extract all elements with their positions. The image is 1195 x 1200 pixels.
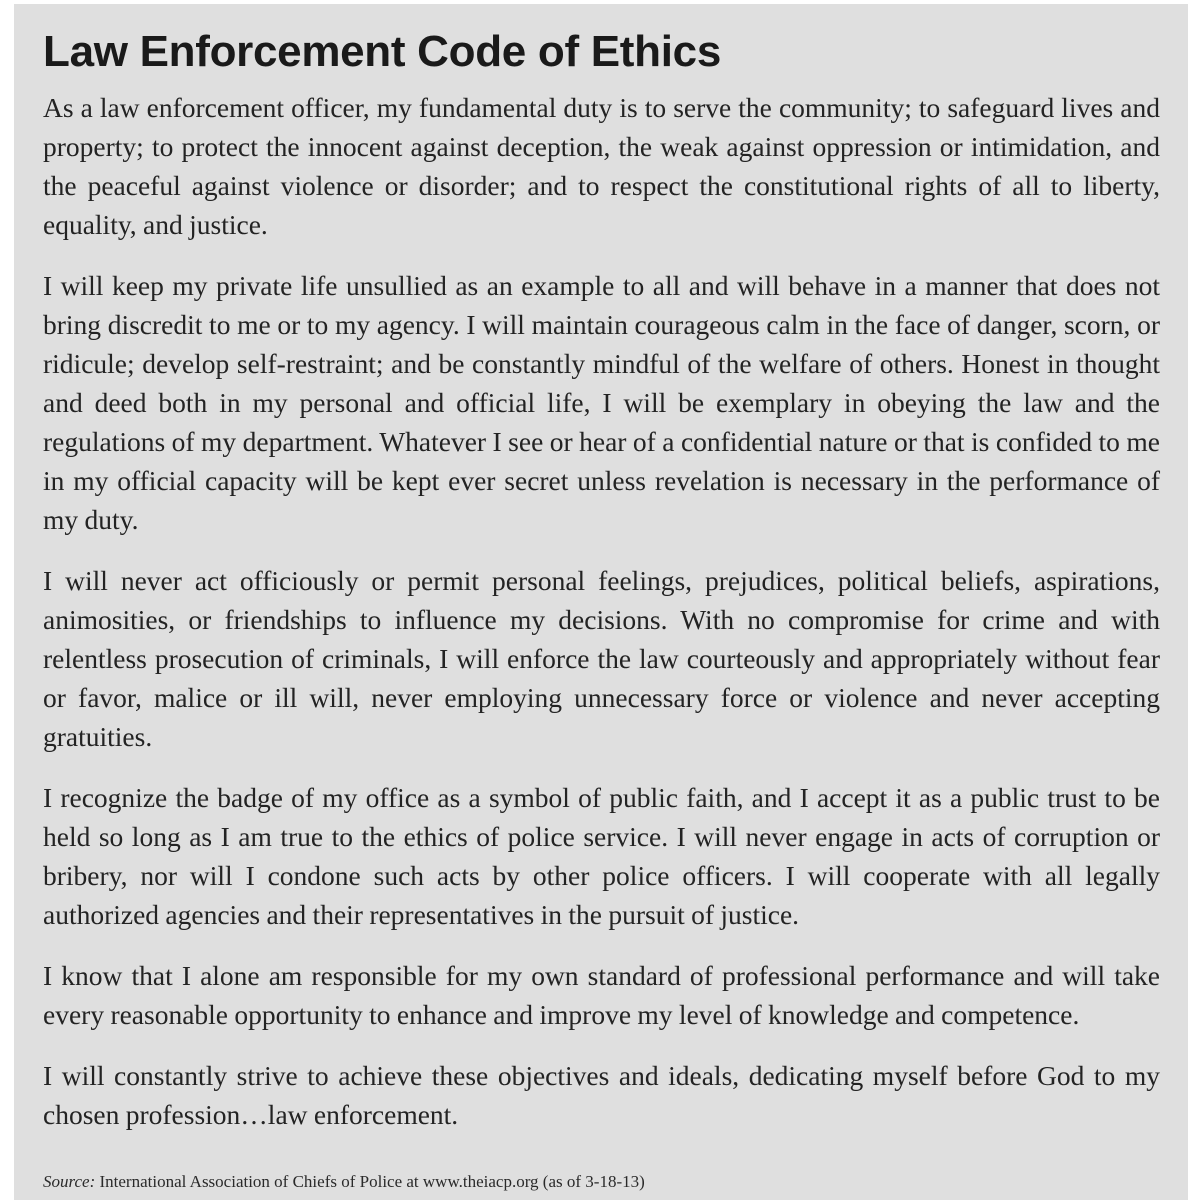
paragraph-duty: As a law enforcement officer, my fundamental duty is to serve the community; to safeguard lives and property; to protect the innocent against deception, the weak against oppression or intimidation, and the peaceful against violence or disorder; and to respect the constitutional rights of all to liberty, equality, and justice. <box>43 92 1160 240</box>
paragraph-private-life: I will keep my private life unsullied as an example to all and will behave in a manner that does not bring discredit to me or to my agency. I will maintain courageous calm in the face of danger, scorn, or ridicule; develop self-restraint; and be constantly mindful of the welfare of others. Honest in thought and deed both in my personal and official life, I will be exemplary in obeying the law and the regulations of my department. Whatever I see or hear of a confidential nature or that is confided to me in my official capacity will be kept ever secret unless revelation is necessary in the performance of my duty. <box>43 270 1160 535</box>
document-title: Law Enforcement Code of Ethics <box>43 27 721 76</box>
source-label: Source: <box>43 1172 96 1191</box>
paragraph-responsibility: I know that I alone am responsible for my own standard of professional performance and will take every reasonable opportunity to enhance and improve my level of knowledge and competence. <box>43 960 1160 1030</box>
paragraph-public-trust: I recognize the badge of my office as a symbol of public faith, and I accept it as a public trust to be held so long as I am true to the ethics of police service. I will never engage in acts of corruption or bribery, nor will I condone such acts by other police officers. I will cooperate with all legally authorized agencies and their representatives in the pursuit of justice. <box>43 782 1160 930</box>
source-citation <box>43 1172 645 1192</box>
paragraph-impartiality: I will never act officiously or permit personal feelings, prejudices, political beliefs, aspirations, animosities, or friendships to influence my decisions. With no compromise for crime and with relentless prosecution of criminals, I will enforce the law courteously and appropriately without fear or favor, malice or ill will, never employing unnecessary force or violence and never accepting gratuities. <box>43 565 1160 752</box>
source-text: International Association of Chiefs of Police at www.theiacp.org (as of 3-18-13) <box>99 1172 645 1191</box>
document-body <box>43 88 1160 1134</box>
paragraph-dedication: I will constantly strive to achieve these objectives and ideals, dedicating myself before God to my chosen profession…law enforcement. <box>43 1060 1160 1130</box>
code-of-ethics-panel <box>14 4 1188 1200</box>
